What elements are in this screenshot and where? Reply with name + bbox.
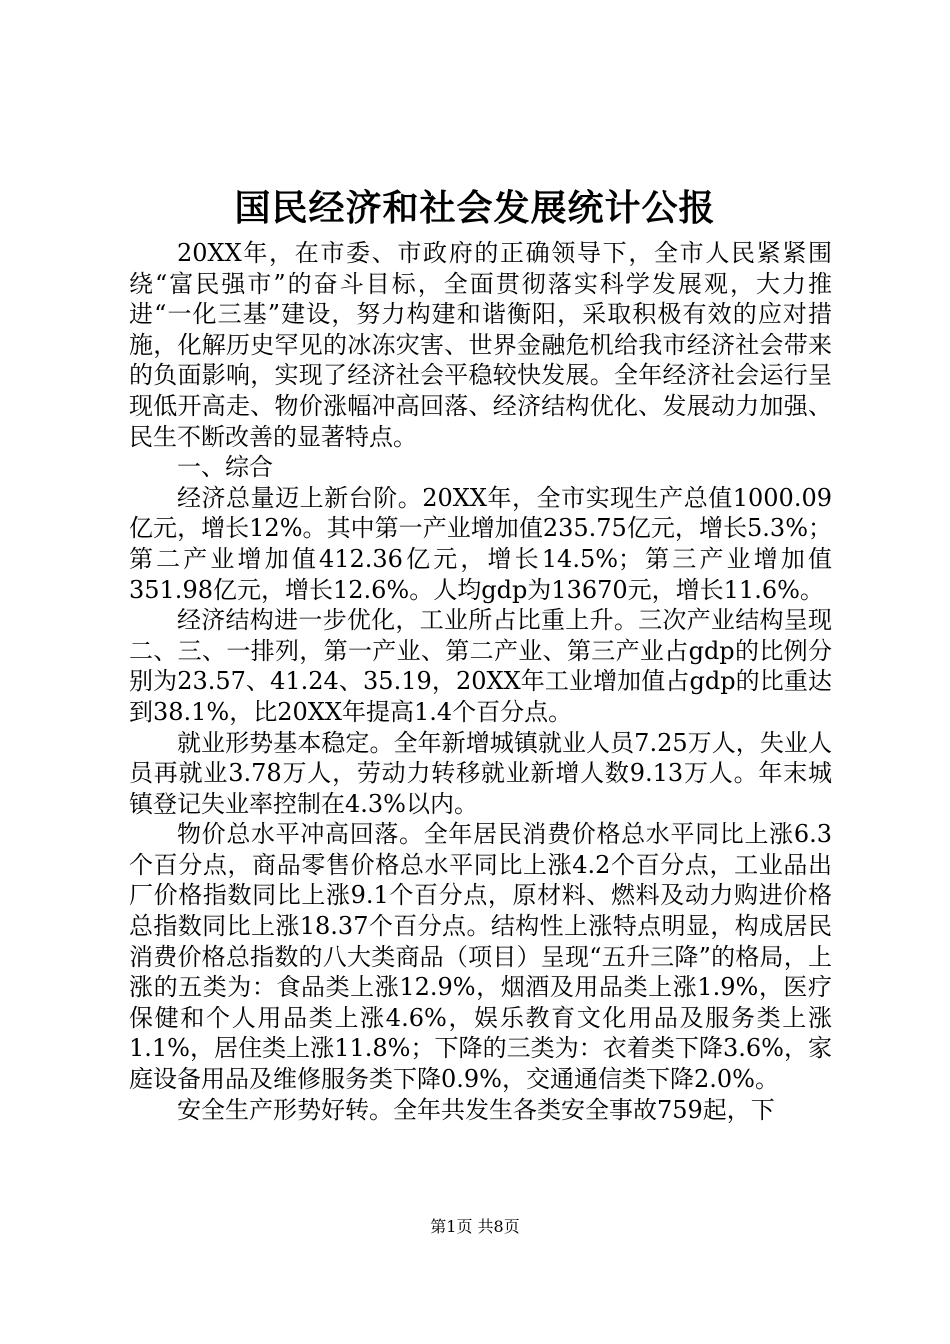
paragraph-economic-total: 经济总量迈上新台阶。20XX年，全市实现生产总值1000.09亿元，增长12%。其中第一产业增加值235.75亿元，增长5.3%；第二产业增加值412.36亿元，增长14.5%；第三产业增加值351.98亿元，增长12.6%。人均gdp为13670元，增长11.6%。 xyxy=(129,483,832,604)
paragraph-prices: 物价总水平冲高回落。全年居民消费价格总水平同比上涨6.3个百分点，商品零售价格总水平同比上涨4.2个百分点，工业品出厂价格指数同比上涨9.1个百分点，原材料、燃料及动力购进价格总指数同比上涨18.37个百分点。结构性上涨特点明显，构成居民消费价格总指数的八大类商品（项目）呈现“五升三降”的格局，上涨的五类为：食品类上涨12.9%，烟酒及用品类上涨1.9%，医疗保健和个人用品类上涨4.6%，娱乐教育文化用品及服务类上涨1.1%，居住类上涨11.8%；下降的三类为：衣着类下降3.6%，家庭设备用品及维修服务类下降0.9%，交通通信类下降2.0%。 xyxy=(129,820,832,1094)
section-heading-overview: 一、综合 xyxy=(177,453,273,482)
paragraph-employment: 就业形势基本稳定。全年新增城镇就业人员7.25万人，失业人员再就业3.78万人，劳动力转移就业新增人数9.13万人。年末城镇登记失业率控制在4.3%以内。 xyxy=(129,728,832,818)
paragraph-intro: 20XX年，在市委、市政府的正确领导下，全市人民紧紧围绕“富民强市”的奋斗目标，全面贯彻落实科学发展观，大力推进“一化三基”建设，努力构建和谐衡阳，采取积极有效的应对措施，化解历史罕见的冰冻灾害、世界金融危机给我市经济社会带来的负面影响，实现了经济社会平稳较快发展。全年经济社会运行呈现低开高走、物价涨幅冲高回落、经济结构优化、发展动力加强、民生不断改善的显著特点。 xyxy=(129,239,832,451)
paragraph-safety: 安全生产形势好转。全年共发生各类安全事故759起，下 xyxy=(177,1095,775,1124)
page-footer: 第1页 共8页 xyxy=(430,1217,520,1236)
paragraph-economic-structure: 经济结构进一步优化，工业所占比重上升。三次产业结构呈现二、三、一排列，第一产业、第二产业、第三产业占gdp的比例分别为23.57、41.24、35.19，20XX年工业增加值占gdp的比重达到38.1%，比20XX年提高1.4个百分点。 xyxy=(129,606,832,726)
document-body xyxy=(129,238,832,1125)
document-title: 国民经济和社会发展统计公报 xyxy=(234,187,716,229)
